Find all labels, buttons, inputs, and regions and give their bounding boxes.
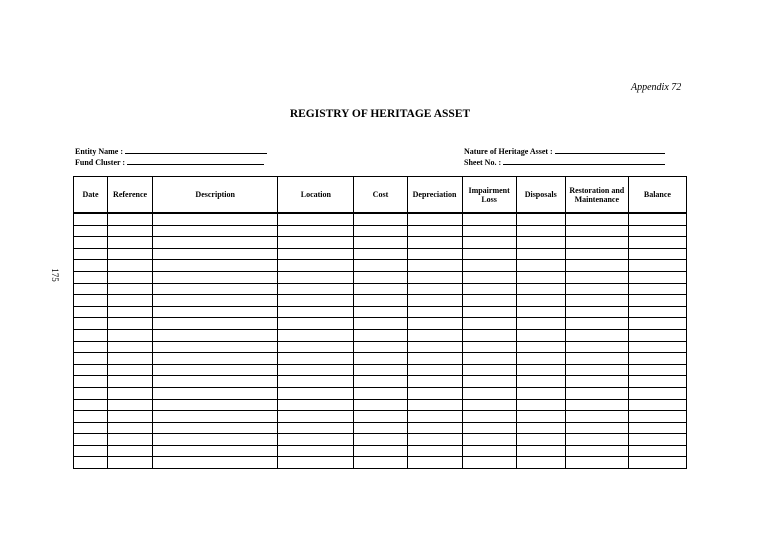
table-cell[interactable] [407,318,462,330]
table-cell[interactable] [74,434,108,446]
col-cost: Cost [354,177,407,214]
table-cell[interactable] [278,364,354,376]
table-cell[interactable] [565,387,628,399]
table-row [74,353,687,365]
table-cell[interactable] [278,329,354,341]
table-cell[interactable] [278,376,354,388]
table-cell[interactable] [108,434,153,446]
table-cell[interactable] [462,271,516,283]
table-row [74,387,687,399]
table-cell[interactable] [354,364,407,376]
table-cell[interactable] [516,225,565,237]
table-cell[interactable] [628,399,686,411]
table-cell[interactable] [354,399,407,411]
table-cell[interactable] [628,341,686,353]
table-cell[interactable] [516,434,565,446]
table-cell[interactable] [628,387,686,399]
table-cell[interactable] [407,422,462,434]
table-cell[interactable] [278,271,354,283]
table-cell[interactable] [153,364,278,376]
table-cell[interactable] [74,353,108,365]
table-cell[interactable] [153,248,278,260]
table-cell[interactable] [74,364,108,376]
sheet-no-line [503,157,665,165]
table-cell[interactable] [407,434,462,446]
table-cell[interactable] [628,376,686,388]
table-row [74,411,687,423]
col-date: Date [74,177,108,214]
table-cell[interactable] [516,283,565,295]
table-cell[interactable] [516,329,565,341]
table-cell[interactable] [565,260,628,272]
table-cell[interactable] [153,387,278,399]
table-cell[interactable] [565,399,628,411]
entity-info [75,146,267,168]
table-cell[interactable] [108,318,153,330]
sheet-no-field[interactable] [464,157,665,168]
table-row [74,341,687,353]
asset-info [464,146,665,168]
table-cell[interactable] [565,306,628,318]
table-cell[interactable] [108,225,153,237]
entity-name-label: Entity Name : [75,147,123,156]
table-cell[interactable] [354,225,407,237]
table-cell[interactable] [153,422,278,434]
table-cell[interactable] [462,422,516,434]
table-cell[interactable] [565,271,628,283]
table-row [74,329,687,341]
table-cell[interactable] [354,376,407,388]
table-cell[interactable] [74,225,108,237]
table-cell[interactable] [628,434,686,446]
table-cell[interactable] [74,376,108,388]
table-cell[interactable] [565,411,628,423]
table-cell[interactable] [354,422,407,434]
table-row [74,225,687,237]
table-cell[interactable] [153,295,278,307]
table-cell[interactable] [407,376,462,388]
table-cell[interactable] [153,445,278,457]
table-cell[interactable] [516,341,565,353]
table-row [74,237,687,249]
table-cell[interactable] [462,225,516,237]
entity-name-line [125,146,267,154]
table-cell[interactable] [462,213,516,225]
table-cell[interactable] [462,364,516,376]
table-cell[interactable] [516,295,565,307]
table-cell[interactable] [153,329,278,341]
sheet-no-label: Sheet No. : [464,158,502,167]
col-disposals: Disposals [516,177,565,214]
table-cell[interactable] [462,248,516,260]
table-cell[interactable] [628,260,686,272]
table-cell[interactable] [407,411,462,423]
table-row [74,434,687,446]
table-cell[interactable] [516,445,565,457]
table-cell[interactable] [516,353,565,365]
table-cell[interactable] [74,213,108,225]
table-cell[interactable] [516,237,565,249]
table-cell[interactable] [628,353,686,365]
table-cell[interactable] [516,387,565,399]
table-cell[interactable] [462,399,516,411]
table-cell[interactable] [628,237,686,249]
table-cell[interactable] [516,248,565,260]
table-cell[interactable] [108,376,153,388]
table-cell[interactable] [628,445,686,457]
table-cell[interactable] [462,411,516,423]
table-cell[interactable] [516,318,565,330]
table-cell[interactable] [74,399,108,411]
table-cell[interactable] [628,225,686,237]
table-cell[interactable] [462,376,516,388]
table-cell[interactable] [153,434,278,446]
table-cell[interactable] [153,213,278,225]
table-cell[interactable] [565,318,628,330]
table-cell[interactable] [407,248,462,260]
table-cell[interactable] [108,387,153,399]
table-row [74,306,687,318]
table-cell[interactable] [74,445,108,457]
table-cell[interactable] [278,306,354,318]
table-cell[interactable] [278,341,354,353]
table-cell[interactable] [278,434,354,446]
table-cell[interactable] [74,260,108,272]
table-cell[interactable] [74,457,108,469]
table-cell[interactable] [628,271,686,283]
table-cell[interactable] [153,260,278,272]
table-cell[interactable] [108,364,153,376]
table-cell[interactable] [565,457,628,469]
table-row [74,399,687,411]
table-cell[interactable] [278,295,354,307]
fund-cluster-line [127,157,264,165]
table-cell[interactable] [278,283,354,295]
table-cell[interactable] [278,237,354,249]
table-row [74,445,687,457]
table-cell[interactable] [516,376,565,388]
table-cell[interactable] [407,457,462,469]
table-cell[interactable] [74,422,108,434]
table-cell[interactable] [628,295,686,307]
table-row [74,376,687,388]
table-cell[interactable] [153,399,278,411]
table-cell[interactable] [565,237,628,249]
table-cell[interactable] [565,213,628,225]
table-cell[interactable] [278,387,354,399]
table-cell[interactable] [516,306,565,318]
table-row [74,213,687,225]
table-cell[interactable] [153,306,278,318]
nature-label: Nature of Heritage Asset : [464,147,553,156]
table-cell[interactable] [278,399,354,411]
table-cell[interactable] [462,353,516,365]
table-cell[interactable] [278,213,354,225]
table-row [74,318,687,330]
col-location: Location [278,177,354,214]
table-cell[interactable] [407,295,462,307]
table-cell[interactable] [108,445,153,457]
table-cell[interactable] [108,399,153,411]
table-cell[interactable] [354,295,407,307]
header-row [74,177,687,214]
table-cell[interactable] [516,271,565,283]
table-cell[interactable] [74,283,108,295]
table-cell[interactable] [153,457,278,469]
table-cell[interactable] [278,411,354,423]
table-cell[interactable] [407,260,462,272]
table-cell[interactable] [516,411,565,423]
table-cell[interactable] [565,283,628,295]
table-cell[interactable] [153,283,278,295]
table-cell[interactable] [108,411,153,423]
table-cell[interactable] [153,318,278,330]
table-row [74,271,687,283]
table-cell[interactable] [354,283,407,295]
table-cell[interactable] [628,364,686,376]
table-cell[interactable] [108,341,153,353]
table-cell[interactable] [108,353,153,365]
table-cell[interactable] [565,353,628,365]
table-row [74,248,687,260]
table-cell[interactable] [354,411,407,423]
table-cell[interactable] [278,248,354,260]
table-cell[interactable] [74,306,108,318]
table-cell[interactable] [278,318,354,330]
table-cell[interactable] [74,341,108,353]
fund-cluster-field[interactable] [75,157,267,168]
table-cell[interactable] [407,271,462,283]
table-row [74,283,687,295]
table-row [74,422,687,434]
table-cell[interactable] [407,399,462,411]
table-cell[interactable] [278,225,354,237]
table-cell[interactable] [153,411,278,423]
table-cell[interactable] [108,271,153,283]
table-cell[interactable] [462,318,516,330]
table-cell[interactable] [565,364,628,376]
table-cell[interactable] [516,422,565,434]
table-cell[interactable] [407,445,462,457]
table-cell[interactable] [565,248,628,260]
table-row [74,364,687,376]
table-cell[interactable] [628,248,686,260]
registry-table [73,176,687,469]
table-cell[interactable] [354,248,407,260]
table-cell[interactable] [354,318,407,330]
col-description: Description [153,177,278,214]
table-cell[interactable] [74,248,108,260]
table-cell[interactable] [354,329,407,341]
table-cell[interactable] [108,457,153,469]
table-cell[interactable] [153,237,278,249]
fund-cluster-label: Fund Cluster : [75,158,126,167]
table-cell[interactable] [108,248,153,260]
table-cell[interactable] [354,434,407,446]
table-cell[interactable] [407,225,462,237]
table-cell[interactable] [407,364,462,376]
table-cell[interactable] [354,387,407,399]
table-cell[interactable] [278,445,354,457]
table-cell[interactable] [407,353,462,365]
table-cell[interactable] [462,387,516,399]
nature-field[interactable] [464,146,665,157]
appendix-label: Appendix 72 [631,82,682,93]
table-cell[interactable] [462,457,516,469]
table-cell[interactable] [108,422,153,434]
table-cell[interactable] [74,318,108,330]
table-cell[interactable] [74,237,108,249]
table-cell[interactable] [74,411,108,423]
table-cell[interactable] [407,341,462,353]
table-cell[interactable] [278,260,354,272]
table-cell[interactable] [565,434,628,446]
table-row [74,260,687,272]
table-cell[interactable] [354,445,407,457]
table-cell[interactable] [565,376,628,388]
table-cell[interactable] [153,225,278,237]
table-cell[interactable] [74,329,108,341]
table-cell[interactable] [462,445,516,457]
table-cell[interactable] [354,213,407,225]
table-cell[interactable] [108,295,153,307]
table-cell[interactable] [153,353,278,365]
entity-name-field[interactable] [75,146,267,157]
table-cell[interactable] [407,387,462,399]
table-cell[interactable] [628,213,686,225]
table-cell[interactable] [516,399,565,411]
table-cell[interactable] [354,260,407,272]
table-cell[interactable] [462,341,516,353]
table-row [74,295,687,307]
table-cell[interactable] [628,411,686,423]
table-cell[interactable] [462,260,516,272]
col-restoration: Restoration and Maintenance [565,177,628,214]
table-cell[interactable] [565,329,628,341]
table-cell[interactable] [628,306,686,318]
table-cell[interactable] [462,283,516,295]
table-cell[interactable] [278,353,354,365]
table-cell[interactable] [407,306,462,318]
table-cell[interactable] [462,329,516,341]
table-cell[interactable] [407,329,462,341]
table-cell[interactable] [628,318,686,330]
table-cell[interactable] [354,237,407,249]
table-cell[interactable] [516,457,565,469]
table-cell[interactable] [565,225,628,237]
table-cell[interactable] [407,283,462,295]
table-cell[interactable] [407,237,462,249]
table-cell[interactable] [628,329,686,341]
table-body [74,213,687,469]
table-cell[interactable] [565,341,628,353]
table-cell[interactable] [108,260,153,272]
table-cell[interactable] [516,364,565,376]
table-cell[interactable] [628,422,686,434]
table-cell[interactable] [628,457,686,469]
table-cell[interactable] [462,306,516,318]
table-cell[interactable] [108,329,153,341]
table-cell[interactable] [354,306,407,318]
table-cell[interactable] [108,283,153,295]
table-cell[interactable] [278,457,354,469]
col-reference: Reference [108,177,153,214]
table-cell[interactable] [278,422,354,434]
table-cell[interactable] [74,387,108,399]
col-balance: Balance [628,177,686,214]
table-cell[interactable] [74,295,108,307]
nature-line [555,146,665,154]
col-impairment-loss: Impairment Loss [462,177,516,214]
table-row [74,457,687,469]
col-depreciation: Depreciation [407,177,462,214]
table-cell[interactable] [354,341,407,353]
table-cell[interactable] [565,295,628,307]
table-cell[interactable] [565,422,628,434]
table-cell[interactable] [565,445,628,457]
table-cell[interactable] [462,237,516,249]
table-cell[interactable] [628,283,686,295]
page-title: REGISTRY OF HERITAGE ASSET [289,108,471,120]
page-number: 175 [49,268,60,282]
table-cell[interactable] [354,271,407,283]
table-cell[interactable] [516,213,565,225]
table-cell[interactable] [516,260,565,272]
table-cell[interactable] [462,434,516,446]
table-cell[interactable] [74,271,108,283]
table-cell[interactable] [354,457,407,469]
table-cell[interactable] [108,306,153,318]
table-cell[interactable] [153,271,278,283]
table-cell[interactable] [354,353,407,365]
table-cell[interactable] [153,376,278,388]
table-cell[interactable] [153,341,278,353]
table-cell[interactable] [108,237,153,249]
table-cell[interactable] [462,295,516,307]
table-cell[interactable] [407,213,462,225]
table-cell[interactable] [108,213,153,225]
